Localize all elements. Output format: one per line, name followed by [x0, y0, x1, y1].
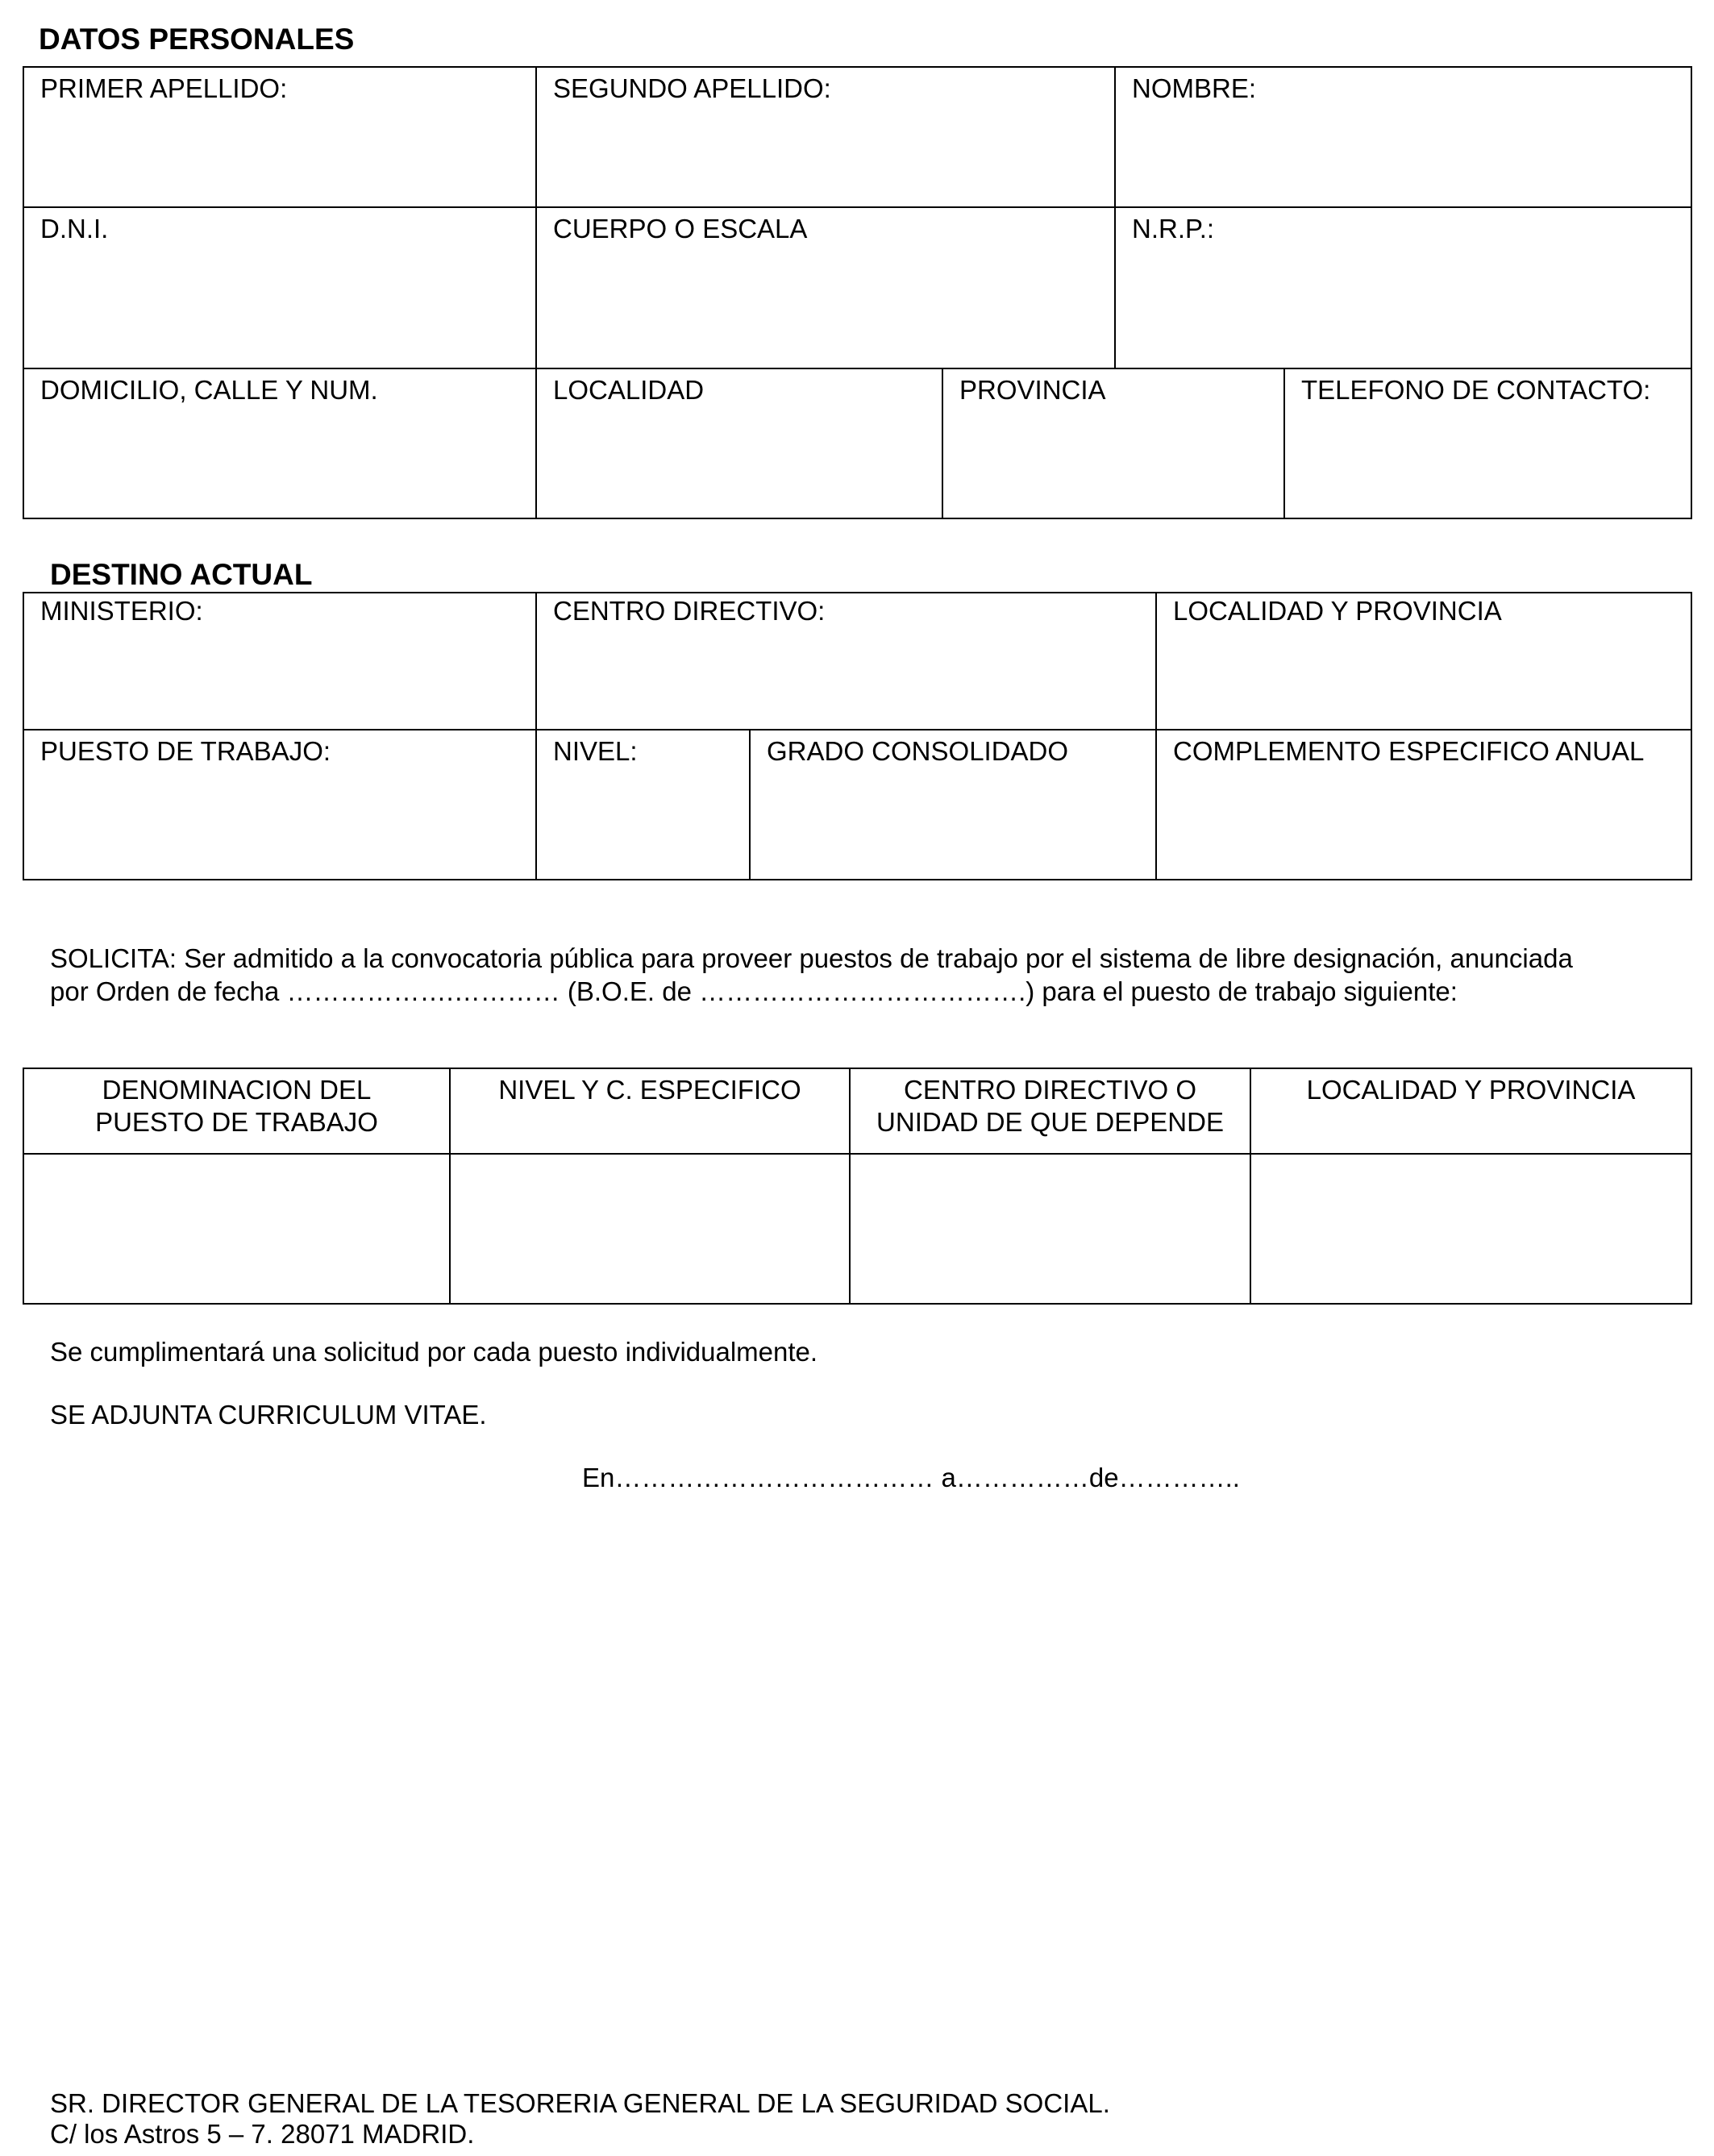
field-segundo-apellido[interactable]: SEGUNDO APELLIDO:: [536, 67, 1115, 207]
personal-table-top: [23, 66, 1692, 369]
header-centro-directivo: CENTRO DIRECTIVO O UNIDAD DE QUE DEPENDE: [850, 1068, 1250, 1154]
solicita-line-1: SOLICITA: Ser admitido a la convocatoria pública para proveer puestos de trabajo por el sistema de libre designación, anunciada: [50, 943, 1573, 973]
field-domicilio[interactable]: DOMICILIO, CALLE Y NUM.: [23, 368, 536, 518]
destino-table-top: [23, 592, 1692, 730]
field-nombre[interactable]: NOMBRE:: [1115, 67, 1691, 207]
solicita-line-2: por Orden de fecha ……………….………… (B.O.E. de ……………………………….) para el puesto de trabajo siguiente:: [50, 976, 1458, 1006]
place-date-line[interactable]: En……………………………… a……………de…………..: [582, 1463, 1240, 1492]
destino-table-bottom: [23, 729, 1692, 880]
footer-address: C/ los Astros 5 – 7. 28071 MADRID.: [50, 2119, 475, 2149]
field-nrp[interactable]: N.R.P.:: [1115, 207, 1691, 368]
note-curriculum: SE ADJUNTA CURRICULUM VITAE.: [50, 1400, 487, 1430]
header-nivel-especifico: NIVEL Y C. ESPECIFICO: [450, 1068, 850, 1154]
section-title-destino: DESTINO ACTUAL: [50, 558, 313, 591]
solicita-paragraph: [50, 942, 1695, 1008]
field-dni[interactable]: D.N.I.: [23, 207, 536, 368]
field-localidad[interactable]: LOCALIDAD: [536, 368, 942, 518]
field-primer-apellido[interactable]: PRIMER APELLIDO:: [23, 67, 536, 207]
field-nivel[interactable]: NIVEL:: [536, 730, 750, 880]
input-centro-directivo[interactable]: [850, 1154, 1250, 1304]
section-title-personal: DATOS PERSONALES: [39, 23, 355, 56]
input-localidad-provincia[interactable]: [1250, 1154, 1691, 1304]
field-cuerpo-escala[interactable]: CUERPO O ESCALA: [536, 207, 1115, 368]
field-grado-consolidado[interactable]: GRADO CONSOLIDADO: [750, 730, 1156, 880]
input-denominacion[interactable]: [23, 1154, 450, 1304]
footer-addressee: SR. DIRECTOR GENERAL DE LA TESORERIA GENERAL DE LA SEGURIDAD SOCIAL.: [50, 2088, 1110, 2118]
field-centro-directivo[interactable]: CENTRO DIRECTIVO:: [536, 593, 1156, 730]
field-complemento-especifico[interactable]: COMPLEMENTO ESPECIFICO ANUAL: [1156, 730, 1691, 880]
input-nivel-especifico[interactable]: [450, 1154, 850, 1304]
field-provincia[interactable]: PROVINCIA: [942, 368, 1284, 518]
header-denominacion: DENOMINACION DEL PUESTO DE TRABAJO: [23, 1068, 450, 1154]
field-puesto-trabajo[interactable]: PUESTO DE TRABAJO:: [23, 730, 536, 880]
personal-table-bottom: [23, 368, 1692, 519]
field-ministerio[interactable]: MINISTERIO:: [23, 593, 536, 730]
note-individual: Se cumplimentará una solicitud por cada puesto individualmente.: [50, 1337, 818, 1367]
field-localidad-provincia[interactable]: LOCALIDAD Y PROVINCIA: [1156, 593, 1691, 730]
field-telefono[interactable]: TELEFONO DE CONTACTO:: [1284, 368, 1691, 518]
header-localidad-provincia: LOCALIDAD Y PROVINCIA: [1250, 1068, 1691, 1154]
puesto-table: [23, 1068, 1692, 1305]
